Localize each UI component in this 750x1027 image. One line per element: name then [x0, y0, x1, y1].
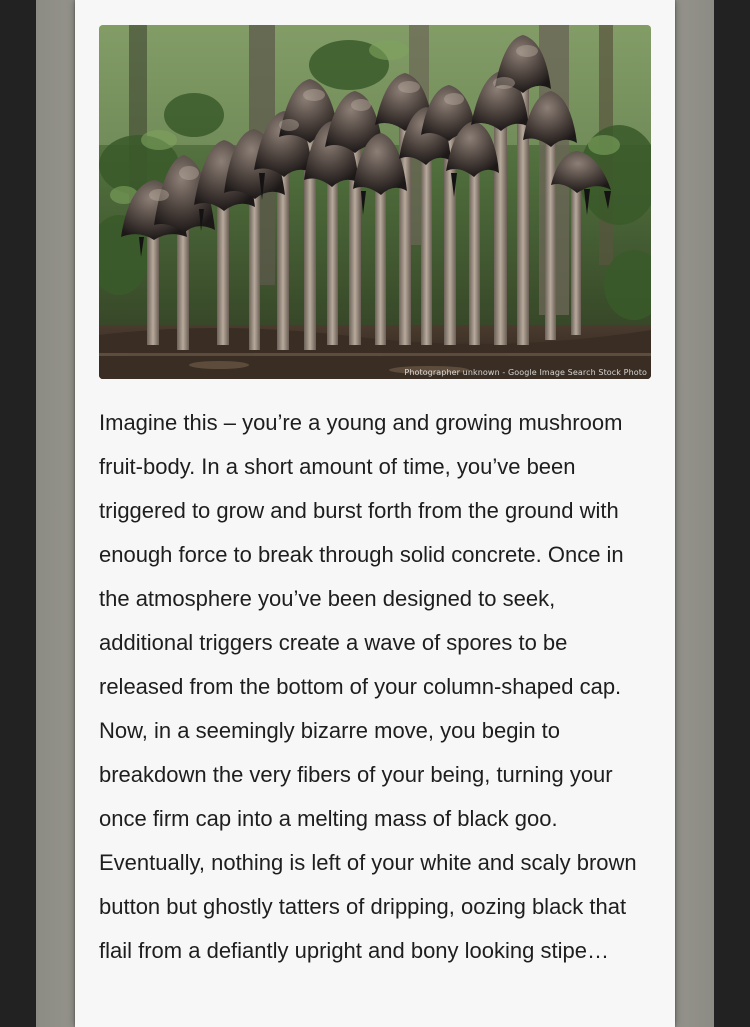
article-card	[75, 0, 675, 1027]
article-paragraph: Imagine this – you’re a young and growing mushroom fruit-body. In a short amount of time, you’ve been triggered to grow and burst forth from the ground with enough force to break through solid concrete. Once in the atmosphere you’ve been designed to seek, additional triggers create a wave of spores to be released from the bottom of your column-shaped cap. Now, in a seemingly bizarre move, you begin to breakdown the very fibers of your being, turning your once firm cap into a melting mass of black goo. Eventually, nothing is left of your white and scaly brown button but ghostly tatters of dripping, oozing black that flail from a defiantly upright and bony looking stipe…	[99, 410, 637, 963]
photo-credit: Photographer unknown - Google Image Search Stock Photo	[404, 368, 647, 377]
mushroom-cluster-illustration	[99, 25, 651, 379]
left-gutter	[0, 0, 36, 1027]
right-gutter	[714, 0, 750, 1027]
mushroom-photo	[99, 25, 651, 379]
